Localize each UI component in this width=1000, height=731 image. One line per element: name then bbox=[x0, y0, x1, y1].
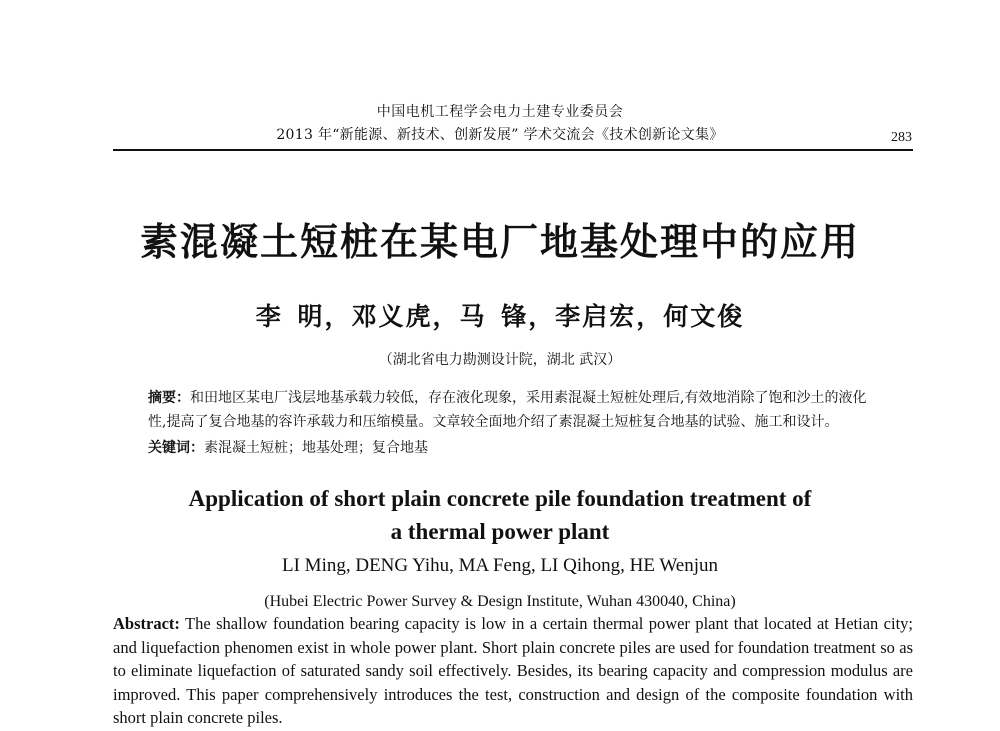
running-header-society: 中国电机工程学会电力土建专业委员会 bbox=[376, 104, 624, 120]
keywords-cn bbox=[148, 437, 868, 457]
page-number: 283 bbox=[891, 130, 912, 145]
authors-en: LI Ming, DENG Yihu, MA Feng, LI Qihong, HE Wenjun bbox=[282, 555, 718, 576]
abstract-cn-text: 和田地区某电厂浅层地基承载力较低，存在液化现象，采用素混凝土短桩处理后,有效地消除了饱和沙土的液化性,提高了复合地基的容许承载力和压缩模量。文章较全面地介绍了素混凝土短桩复合地基的试验、施工和设计。 bbox=[148, 390, 867, 430]
paper-title-en-line2: a thermal power plant bbox=[390, 519, 610, 544]
abstract-en-label: Abstract: bbox=[113, 614, 180, 633]
affiliation-cn: （湖北省电力勘测设计院，湖北 武汉） bbox=[378, 352, 622, 368]
paper-title-en bbox=[100, 482, 900, 548]
paper-title-en-line1: Application of short plain concrete pile foundation treatment of bbox=[188, 486, 812, 511]
authors-cn: 李 明，邓义虎，马 锋，李启宏，何文俊 bbox=[255, 302, 745, 331]
paper-title-cn: 素混凝土短桩在某电厂地基处理中的应用 bbox=[139, 220, 860, 264]
header-rule bbox=[113, 149, 913, 151]
keywords-cn-text: 素混凝土短桩；地基处理；复合地基 bbox=[204, 440, 428, 456]
abstract-cn-label: 摘要： bbox=[148, 390, 190, 406]
abstract-cn bbox=[148, 386, 868, 434]
keywords-cn-label: 关键词： bbox=[148, 440, 204, 456]
abstract-en-text: The shallow foundation bearing capacity is low in a certain thermal power plant that located at Hetian city; and liquefaction phenomen exist in whole power plant. Short plain concrete piles are used for foundation treatment so as to eliminate liquefaction of saturated sandy soil effectively. Besides, its bearing capacity and compression modulus are improved. This paper comprehensively introduces the test, construction and design of the composite foundation with short plain concrete piles. bbox=[113, 614, 914, 727]
abstract-en bbox=[113, 612, 913, 730]
running-header-proceedings: 2013 年“新能源、新技术、创新发展” 学术交流会《技术创新论文集》 bbox=[276, 127, 724, 143]
affiliation-en: (Hubei Electric Power Survey & Design Institute, Wuhan 430040, China) bbox=[264, 593, 736, 610]
